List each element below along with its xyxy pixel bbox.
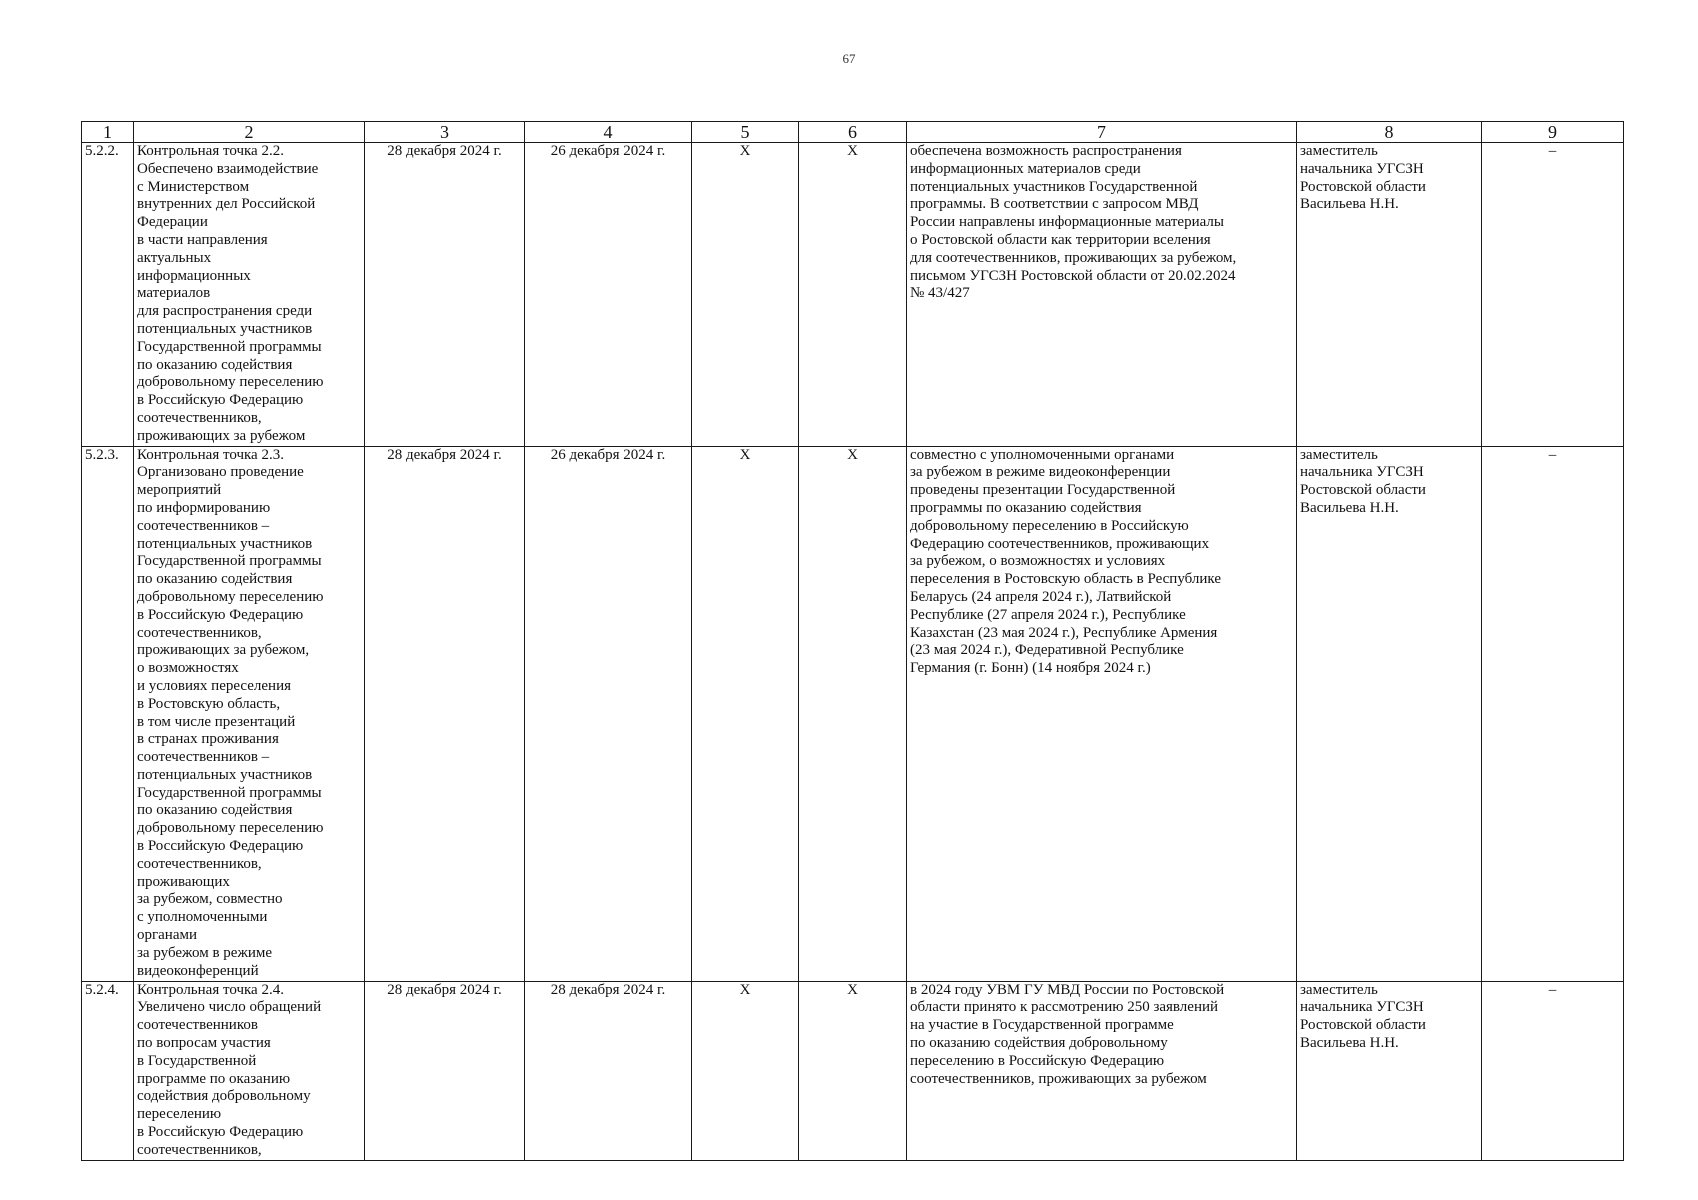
text-line: содействия добровольному bbox=[137, 1088, 311, 1105]
text-line: проживающих за рубежом, bbox=[137, 642, 310, 659]
planned-date-cell: 28 декабря 2024 г. bbox=[365, 446, 525, 981]
text-line: по оказанию содействия bbox=[137, 356, 293, 373]
text-line: добровольному переселению bbox=[137, 588, 324, 605]
column-header: 6 bbox=[799, 122, 907, 143]
column-header: 8 bbox=[1297, 122, 1482, 143]
text-line: проживающих за рубежом bbox=[137, 427, 306, 444]
text-line: соотечественников, bbox=[137, 855, 262, 872]
text-line: Казахстан (23 мая 2024 г.), Республике Армения bbox=[910, 624, 1218, 641]
responsible-person-cell bbox=[1297, 143, 1482, 447]
text-line: Ростовской области bbox=[1300, 178, 1426, 195]
text-line: заместитель bbox=[1300, 981, 1378, 998]
text-line: программе по оказанию bbox=[137, 1070, 291, 1087]
text-line: добровольному переселению bbox=[137, 374, 324, 391]
actual-date-cell: 28 декабря 2024 г. bbox=[525, 981, 692, 1160]
text-line: письмом УГСЗН Ростовской области от 20.02.2024 bbox=[910, 267, 1236, 284]
text-line: Контрольная точка 2.3. bbox=[137, 446, 284, 463]
text-line: информационных материалов среди bbox=[910, 160, 1141, 177]
row-number-cell: 5.2.3. bbox=[82, 446, 134, 981]
text-line: соотечественников, проживающих за рубежом bbox=[910, 1070, 1207, 1087]
column-6-cell: X bbox=[799, 143, 907, 447]
text-line: заместитель bbox=[1300, 143, 1378, 159]
checkpoint-description-cell bbox=[134, 446, 365, 981]
text-line: и условиях переселения bbox=[137, 677, 291, 694]
text-line: по оказанию содействия bbox=[137, 571, 293, 588]
responsible-person-cell bbox=[1297, 446, 1482, 981]
text-line: о возможностях bbox=[137, 660, 239, 677]
text-line: соотечественников, bbox=[137, 624, 262, 641]
text-line: в части направления bbox=[137, 231, 268, 248]
checkpoint-description-cell bbox=[134, 981, 365, 1160]
text-line: Васильева Н.Н. bbox=[1300, 499, 1399, 516]
text-line: в Государственной bbox=[137, 1052, 257, 1069]
text-line: программы. В соответствии с запросом МВД bbox=[910, 196, 1199, 213]
text-line: Германия (г. Бонн) (14 ноября 2024 г.) bbox=[910, 660, 1151, 677]
text-line: по информированию bbox=[137, 499, 271, 516]
text-line: Республике (27 апреля 2024 г.), Республике bbox=[910, 606, 1186, 623]
text-line: области принято к рассмотрению 250 заявлений bbox=[910, 999, 1219, 1016]
table-row bbox=[82, 981, 1624, 1160]
text-line: начальника УГСЗН bbox=[1300, 464, 1424, 481]
text-line: Ростовской области bbox=[1300, 482, 1426, 499]
table-row bbox=[82, 446, 1624, 981]
column-header: 4 bbox=[525, 122, 692, 143]
text-line: внутренних дел Российской bbox=[137, 196, 316, 213]
column-9-cell: – bbox=[1482, 143, 1624, 447]
text-line: добровольному переселению bbox=[137, 820, 324, 837]
text-line: потенциальных участников bbox=[137, 766, 313, 783]
text-line: органами bbox=[137, 927, 198, 944]
text-line: заместитель bbox=[1300, 446, 1378, 463]
text-line: Ростовской области bbox=[1300, 1017, 1426, 1034]
text-line: совместно с уполномоченными органами bbox=[910, 446, 1175, 463]
text-line: по оказанию содействия добровольному bbox=[910, 1034, 1168, 1051]
text-line: обеспечена возможность распространения bbox=[910, 143, 1182, 159]
text-line: потенциальных участников Государственной bbox=[910, 178, 1198, 195]
column-6-cell: X bbox=[799, 446, 907, 981]
text-line: соотечественников, bbox=[137, 1141, 262, 1158]
text-line: Организовано проведение bbox=[137, 464, 304, 481]
text-line: актуальных bbox=[137, 249, 212, 266]
text-line: информационных bbox=[137, 267, 251, 284]
text-line: в том числе презентаций bbox=[137, 713, 296, 730]
text-line: в 2024 году УВМ ГУ МВД России по Ростовской bbox=[910, 981, 1225, 998]
text-line: Государственной программы bbox=[137, 553, 322, 570]
text-line: переселению в Российскую Федерацию bbox=[910, 1052, 1165, 1069]
text-line: программы по оказанию содействия bbox=[910, 499, 1142, 516]
page-number: 67 bbox=[842, 51, 856, 66]
report-table bbox=[81, 121, 1624, 1161]
actual-date-cell: 26 декабря 2024 г. bbox=[525, 446, 692, 981]
text-line: в странах проживания bbox=[137, 731, 279, 748]
text-line: начальника УГСЗН bbox=[1300, 160, 1424, 177]
column-header: 2 bbox=[134, 122, 365, 143]
text-line: в Российскую Федерацию bbox=[137, 392, 304, 409]
text-line: начальника УГСЗН bbox=[1300, 999, 1424, 1016]
text-line: (23 мая 2024 г.), Федеративной Республике bbox=[910, 642, 1184, 659]
column-header: 7 bbox=[907, 122, 1297, 143]
text-line: Государственной программы bbox=[137, 338, 322, 355]
text-line: материалов bbox=[137, 285, 211, 302]
text-line: Васильева Н.Н. bbox=[1300, 1034, 1399, 1051]
text-line: для распространения среди bbox=[137, 303, 313, 320]
actual-date-cell: 26 декабря 2024 г. bbox=[525, 143, 692, 447]
planned-date-cell: 28 декабря 2024 г. bbox=[365, 981, 525, 1160]
result-description-cell bbox=[907, 981, 1297, 1160]
table-row bbox=[82, 143, 1624, 447]
column-number-row bbox=[82, 122, 1624, 143]
column-5-cell: X bbox=[692, 143, 799, 447]
column-header: 5 bbox=[692, 122, 799, 143]
text-line: Федерации bbox=[137, 214, 208, 231]
planned-date-cell: 28 декабря 2024 г. bbox=[365, 143, 525, 447]
column-6-cell: X bbox=[799, 981, 907, 1160]
text-line: проживающих bbox=[137, 873, 230, 890]
text-line: по вопросам участия bbox=[137, 1034, 271, 1051]
text-line: за рубежом в режиме видеоконференции bbox=[910, 464, 1171, 481]
checkpoint-description-cell bbox=[134, 143, 365, 447]
text-line: переселения в Ростовскую область в Республике bbox=[910, 571, 1221, 588]
result-description-cell bbox=[907, 446, 1297, 981]
text-line: добровольному переселению в Российскую bbox=[910, 517, 1189, 534]
text-line: за рубежом в режиме bbox=[137, 944, 273, 961]
text-line: видеоконференций bbox=[137, 962, 259, 979]
text-line: России направлены информационные материалы bbox=[910, 214, 1224, 231]
text-line: соотечественников – bbox=[137, 749, 270, 766]
text-line: Контрольная точка 2.2. bbox=[137, 143, 284, 159]
text-line: Васильева Н.Н. bbox=[1300, 196, 1399, 213]
text-line: соотечественников, bbox=[137, 409, 262, 426]
result-description-cell bbox=[907, 143, 1297, 447]
responsible-person-cell bbox=[1297, 981, 1482, 1160]
text-line: в Российскую Федерацию bbox=[137, 606, 304, 623]
text-line: мероприятий bbox=[137, 482, 222, 499]
column-9-cell: – bbox=[1482, 446, 1624, 981]
column-5-cell: X bbox=[692, 981, 799, 1160]
column-header: 3 bbox=[365, 122, 525, 143]
text-line: потенциальных участников bbox=[137, 535, 313, 552]
text-line: переселению bbox=[137, 1106, 222, 1123]
text-line: Беларусь (24 апреля 2024 г.), Латвийской bbox=[910, 588, 1172, 605]
text-line: с уполномоченными bbox=[137, 909, 268, 926]
text-line: Государственной программы bbox=[137, 784, 322, 801]
text-line: потенциальных участников bbox=[137, 320, 313, 337]
text-line: соотечественников bbox=[137, 1017, 258, 1034]
text-line: проведены презентации Государственной bbox=[910, 482, 1176, 499]
text-line: соотечественников – bbox=[137, 517, 270, 534]
text-line: в Ростовскую область, bbox=[137, 695, 281, 712]
text-line: на участие в Государственной программе bbox=[910, 1017, 1174, 1034]
column-9-cell: – bbox=[1482, 981, 1624, 1160]
column-header: 9 bbox=[1482, 122, 1624, 143]
text-line: за рубежом, о возможностях и условиях bbox=[910, 553, 1166, 570]
text-line: в Российскую Федерацию bbox=[137, 1123, 304, 1140]
text-line: Федерацию соотечественников, проживающих bbox=[910, 535, 1210, 552]
column-5-cell: X bbox=[692, 446, 799, 981]
text-line: в Российскую Федерацию bbox=[137, 838, 304, 855]
text-line: Контрольная точка 2.4. bbox=[137, 981, 284, 998]
text-line: по оказанию содействия bbox=[137, 802, 293, 819]
column-header: 1 bbox=[82, 122, 134, 143]
row-number-cell: 5.2.4. bbox=[82, 981, 134, 1160]
text-line: Увеличено число обращений bbox=[137, 999, 322, 1016]
text-line: Обеспечено взаимодействие bbox=[137, 160, 319, 177]
text-line: № 43/427 bbox=[910, 285, 970, 302]
text-line: за рубежом, совместно bbox=[137, 891, 283, 908]
text-line: с Министерством bbox=[137, 178, 250, 195]
row-number-cell: 5.2.2. bbox=[82, 143, 134, 447]
text-line: для соотечественников, проживающих за рубежом, bbox=[910, 249, 1237, 266]
text-line: о Ростовской области как территории вселения bbox=[910, 231, 1211, 248]
